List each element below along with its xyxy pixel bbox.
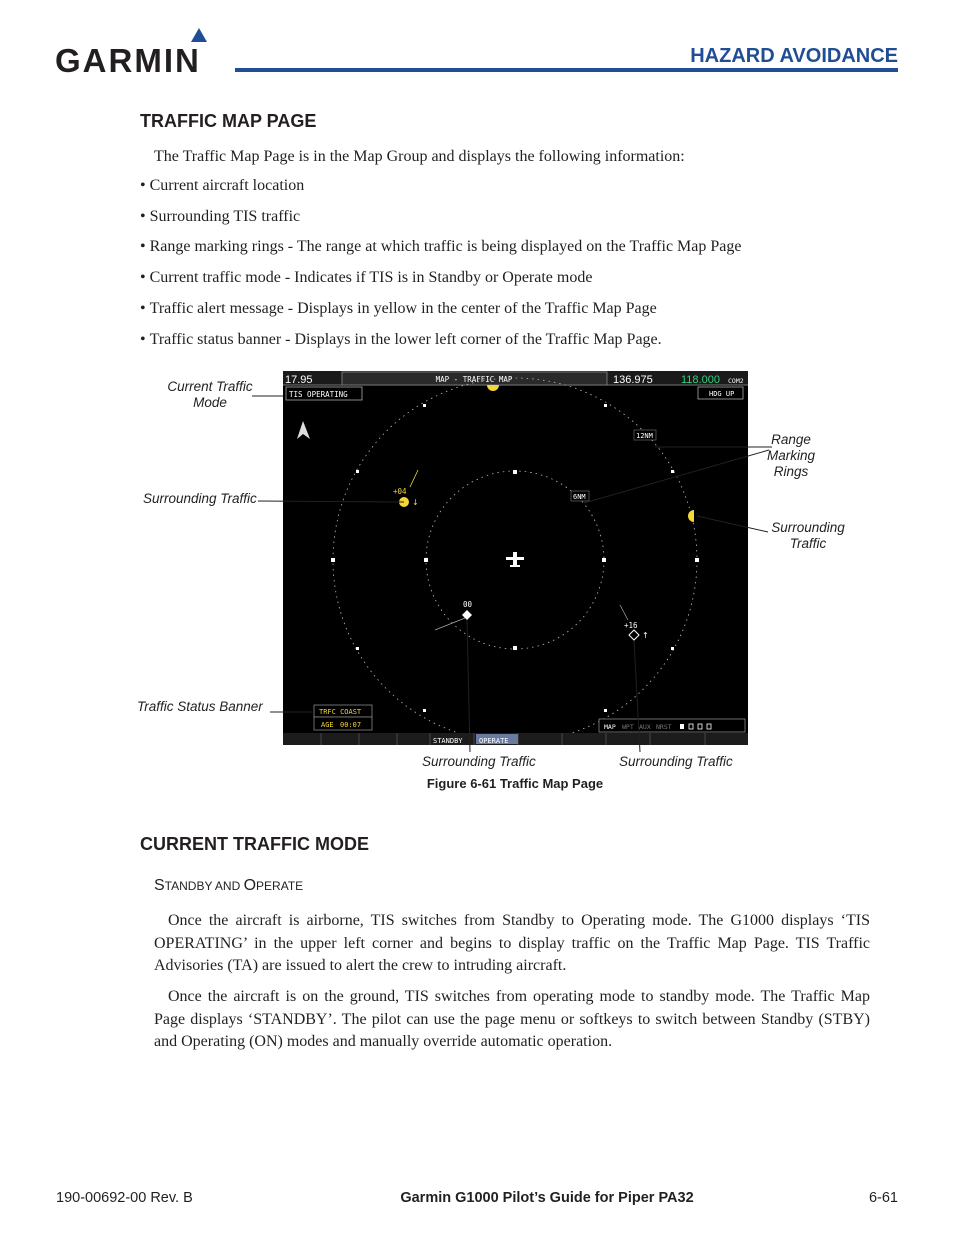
header-rule [235,68,898,72]
callout-surrounding-traffic-bottom-right: Surrounding Traffic [619,754,733,769]
traffic-map-figure [0,360,954,800]
banner-age-label: AGE [321,721,334,729]
callout-surrounding-traffic-bottom-left: Surrounding Traffic [422,754,536,769]
logo-triangle-icon [191,28,207,42]
bullet-list-item: • Traffic alert message - Displays in yellow in the center of the Traffic Map Page [140,300,657,317]
garmin-logo [55,28,220,76]
traffic-altitude-right-bottom: +16 [624,621,638,630]
standby-operate-subheading: STANDBY AND OPERATE [154,877,304,894]
current-traffic-mode-heading: CURRENT TRAFFIC MODE [140,834,369,854]
airborne-paragraph: Once the aircraft is airborne, TIS switches from Standby to Operating mode. The G1000 displays ‘TIS OPERATING’ in the upper left corner and begins to display traffic on the Traffic Map Page. TIS Traffic Advisories (TA) are issued to alert the crew to intruding aircraft. [154,912,870,974]
nav-frequency: 17.95 [285,374,313,386]
callout-surrounding-traffic-right: Surrounding Traffic [771,520,845,551]
traffic-altitude-left: +04 [393,487,407,496]
traffic-trend-right-bottom: ↑ [642,631,649,640]
callout-range-marking-rings: Range Marking Rings [766,432,815,479]
page-number: 6-61 [868,1190,898,1206]
outer-range-label: 12NM [636,432,653,440]
bullet-list-item: • Traffic status banner - Displays in the lower left corner of the Traffic Map Page. [140,331,662,348]
ground-paragraph: Once the aircraft is on the ground, TIS switches from operating mode to standby mode. The Traffic Map Page displays ‘STANDBY’. The pilot can use the page menu or softkeys to switch between Standby (STBY) and Operating (ON) modes and manually override automatic operation. [154,988,870,1050]
callout-current-traffic-mode: Current Traffic Mode [167,379,253,410]
figure-caption: Figure 6-61 Traffic Map Page [426,776,604,791]
bullet-list-item: • Range marking rings - The range at which traffic is being displayed on the Traffic Map Page [140,238,742,255]
bullet-list-item: • Surrounding TIS traffic [140,208,301,225]
page-group-map: MAP [604,723,616,731]
page-group-wpt: WPT [622,723,634,731]
page-title: MAP - TRAFFIC MAP [435,375,513,384]
traffic-altitude-center: 00 [463,600,473,609]
traffic-trend-left: ↓ [412,498,419,507]
document-number: 190-00692-00 Rev. B [56,1190,193,1206]
standby-softkey: STANDBY [433,737,463,745]
banner-age-value: 00:07 [340,721,362,729]
traffic-map-page-heading: TRAFFIC MAP PAGE [140,111,317,131]
traffic-status-banner: TRFC COAST [319,708,362,716]
com-active-frequency: 118.000 [681,374,720,386]
com-label: COM2 [728,377,744,385]
tis-mode-label: TIS OPERATING [289,390,348,399]
bullet-list-item: • Current aircraft location [140,177,305,194]
intro-paragraph: The Traffic Map Page is in the Map Group and displays the following information: [154,148,685,165]
page-group-aux: AUX [639,723,651,731]
document-title: Garmin G1000 Pilot’s Guide for Piper PA32 [400,1190,694,1206]
com-standby-frequency: 136.975 [613,374,653,386]
inner-range-label: 6NM [573,493,586,501]
callout-traffic-status-banner: Traffic Status Banner [137,699,263,714]
orientation-label: HDG UP [709,390,735,398]
callout-surrounding-traffic-left: Surrounding Traffic [143,491,257,506]
bullet-list-item: • Current traffic mode - Indicates if TIS is in Standby or Operate mode [140,269,593,286]
page-group-nrst: NRST [656,723,672,731]
operate-softkey: OPERATE [479,737,509,745]
brand-wordmark: GARMIN [55,42,201,76]
section-title: HAZARD AVOIDANCE [690,45,898,67]
